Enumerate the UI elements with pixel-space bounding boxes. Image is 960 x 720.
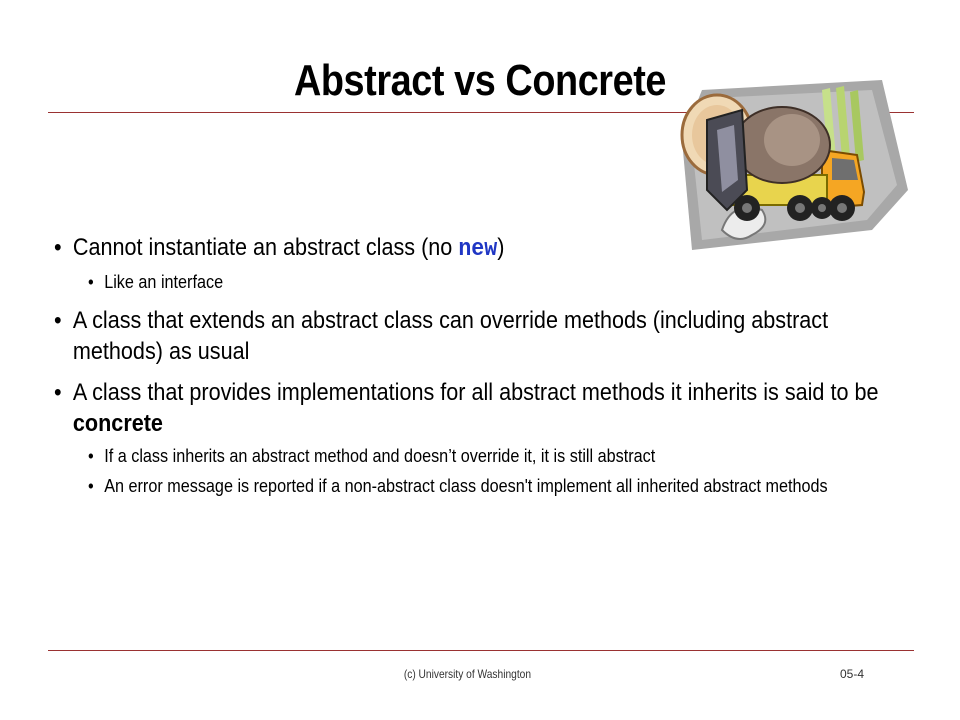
code-keyword: new — [458, 236, 498, 263]
bullet-list — [54, 232, 879, 509]
sub-bullet-text: If a class inherits an abstract method and doesn’t override it, it is still abstract — [104, 446, 656, 466]
bullet-text: A class that provides implementations for all abstract methods it inherits is said to be — [72, 379, 879, 406]
page-number: 05-4 — [840, 667, 865, 681]
bold-term: concrete — [72, 410, 163, 437]
sub-bullet-item — [88, 475, 878, 497]
footer-divider — [48, 650, 914, 651]
sub-bullet-text: Like an interface — [104, 272, 224, 292]
sub-bullet-item — [88, 271, 878, 293]
slide-title: Abstract vs Concrete — [293, 56, 667, 105]
sub-bullet-text: An error message is reported if a non-abstract class doesn't implement all inherited abstract methods — [104, 476, 828, 496]
bullet-item — [54, 305, 892, 367]
bullet-text-close: ) — [497, 234, 505, 261]
bullet-text: Cannot instantiate an abstract class (no — [72, 234, 459, 261]
bullet-item — [54, 377, 892, 439]
bullet-text: A class that extends an abstract class can override methods (including abstract methods) as usual — [72, 307, 829, 365]
footer-credit: (c) University of Washington — [403, 667, 532, 681]
sub-bullet-item — [88, 445, 878, 467]
bullet-item — [54, 232, 892, 265]
